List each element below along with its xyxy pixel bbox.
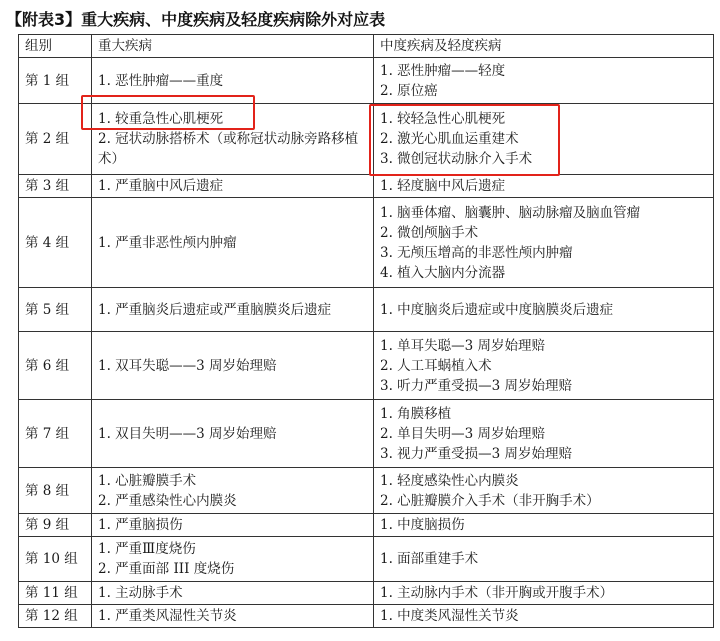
table-row bbox=[19, 288, 714, 332]
major-item: 1. 严重脑中风后遗症 bbox=[98, 178, 224, 194]
minor-item: 1. 脑垂体瘤、脑囊肿、脑动脉瘤及脑血管瘤 bbox=[380, 204, 641, 221]
major-cell bbox=[92, 288, 374, 332]
table-row bbox=[19, 605, 714, 628]
header-minor: 中度疾病及轻度疾病 bbox=[374, 35, 714, 58]
major-cell bbox=[92, 537, 374, 582]
header-row bbox=[19, 35, 714, 58]
minor-item: 3. 视力严重受损—3 周岁始理赔 bbox=[380, 445, 573, 462]
table-row bbox=[19, 582, 714, 605]
major-item: 1. 严重类风湿性关节炎 bbox=[98, 608, 237, 624]
table-row bbox=[19, 175, 714, 198]
minor-item: 1. 角膜移植 bbox=[380, 405, 452, 422]
major-item: 1. 主动脉手术 bbox=[98, 585, 183, 601]
group-cell: 第 7 组 bbox=[19, 400, 92, 468]
minor-item: 3. 无颅压增高的非恶性颅内肿瘤 bbox=[380, 244, 573, 261]
minor-cell bbox=[374, 582, 714, 605]
minor-item: 1. 轻度脑中风后遗症 bbox=[380, 178, 506, 194]
minor-item: 3. 微创冠状动脉介入手术 bbox=[380, 151, 533, 167]
major-item: 2. 严重面部 III 度烧伤 bbox=[98, 561, 235, 577]
major-cell bbox=[92, 514, 374, 537]
major-cell bbox=[92, 198, 374, 288]
table-row bbox=[19, 198, 714, 288]
table-row bbox=[19, 104, 714, 175]
table-row bbox=[19, 468, 714, 514]
table-row bbox=[19, 514, 714, 537]
major-item: 1. 心脏瓣膜手术 bbox=[98, 472, 197, 489]
major-cell bbox=[92, 175, 374, 198]
group-cell: 第 5 组 bbox=[19, 288, 92, 332]
group-cell: 第 8 组 bbox=[19, 468, 92, 514]
minor-cell bbox=[374, 537, 714, 582]
minor-item: 1. 中度脑炎后遗症或中度脑膜炎后遗症 bbox=[380, 301, 614, 318]
minor-item: 2. 微创颅脑手术 bbox=[380, 224, 479, 241]
major-cell bbox=[92, 468, 374, 514]
table-row bbox=[19, 332, 714, 400]
minor-item: 1. 中度脑损伤 bbox=[380, 517, 465, 533]
minor-cell bbox=[374, 605, 714, 628]
minor-cell bbox=[374, 468, 714, 514]
minor-item: 2. 单目失明—3 周岁始理赔 bbox=[380, 425, 546, 442]
group-cell: 第 11 组 bbox=[19, 582, 92, 605]
minor-item: 1. 轻度感染性心内膜炎 bbox=[380, 472, 519, 489]
exclusion-table bbox=[18, 34, 714, 628]
group-cell: 第 1 组 bbox=[19, 58, 92, 104]
table-row bbox=[19, 537, 714, 582]
major-item: 1. 严重非恶性颅内肿瘤 bbox=[98, 234, 237, 251]
minor-cell bbox=[374, 332, 714, 400]
major-item: 1. 严重脑损伤 bbox=[98, 517, 183, 533]
major-item: 1. 较重急性心肌梗死 bbox=[98, 111, 224, 127]
group-cell: 第 6 组 bbox=[19, 332, 92, 400]
table-title: 【附表3】重大疾病、中度疾病及轻度疾病除外对应表 bbox=[6, 10, 386, 29]
minor-cell bbox=[374, 198, 714, 288]
major-cell bbox=[92, 400, 374, 468]
minor-item: 2. 人工耳蜗植入术 bbox=[380, 357, 492, 374]
group-cell: 第 2 组 bbox=[19, 104, 92, 175]
minor-item: 1. 单耳失聪—3 周岁始理赔 bbox=[380, 337, 546, 354]
table-row bbox=[19, 400, 714, 468]
minor-cell bbox=[374, 104, 714, 175]
group-cell: 第 4 组 bbox=[19, 198, 92, 288]
minor-cell bbox=[374, 288, 714, 332]
header-group: 组别 bbox=[19, 35, 92, 58]
group-cell: 第 12 组 bbox=[19, 605, 92, 628]
major-item: 1. 严重脑炎后遗症或严重脑膜炎后遗症 bbox=[98, 301, 332, 318]
minor-cell bbox=[374, 400, 714, 468]
header-major: 重大疾病 bbox=[92, 35, 374, 58]
minor-item: 1. 中度类风湿性关节炎 bbox=[380, 608, 519, 624]
minor-cell bbox=[374, 514, 714, 537]
minor-item: 3. 听力严重受损—3 周岁始理赔 bbox=[380, 377, 573, 394]
table-row bbox=[19, 58, 714, 104]
major-cell bbox=[92, 58, 374, 104]
major-item: 1. 双目失明——3 周岁始理赔 bbox=[98, 425, 277, 442]
minor-item: 1. 面部重建手术 bbox=[380, 551, 479, 567]
group-cell: 第 9 组 bbox=[19, 514, 92, 537]
major-item: 1. 双耳失聪——3 周岁始理赔 bbox=[98, 357, 277, 374]
major-cell bbox=[92, 605, 374, 628]
group-cell: 第 3 组 bbox=[19, 175, 92, 198]
major-cell bbox=[92, 582, 374, 605]
minor-item: 4. 植入大脑内分流器 bbox=[380, 264, 506, 281]
minor-cell bbox=[374, 58, 714, 104]
major-item: 2. 严重感染性心内膜炎 bbox=[98, 492, 237, 509]
minor-item: 2. 激光心肌血运重建术 bbox=[380, 131, 519, 147]
major-item: 1. 严重Ⅲ度烧伤 bbox=[98, 541, 196, 557]
group-cell: 第 10 组 bbox=[19, 537, 92, 582]
minor-item: 2. 原位癌 bbox=[380, 82, 438, 99]
major-cell bbox=[92, 104, 374, 175]
minor-cell bbox=[374, 175, 714, 198]
minor-item: 1. 主动脉内手术（非开胸或开腹手术） bbox=[380, 585, 614, 601]
minor-item: 2. 心脏瓣膜介入手术（非开胸手术） bbox=[380, 492, 600, 509]
major-item: 1. 恶性肿瘤——重度 bbox=[98, 72, 224, 89]
major-item: 2. 冠状动脉搭桥术（或称冠状动脉旁路移植术） bbox=[98, 131, 359, 167]
minor-item: 1. 恶性肿瘤——轻度 bbox=[380, 62, 506, 79]
major-cell bbox=[92, 332, 374, 400]
minor-item: 1. 较轻急性心肌梗死 bbox=[380, 111, 506, 127]
